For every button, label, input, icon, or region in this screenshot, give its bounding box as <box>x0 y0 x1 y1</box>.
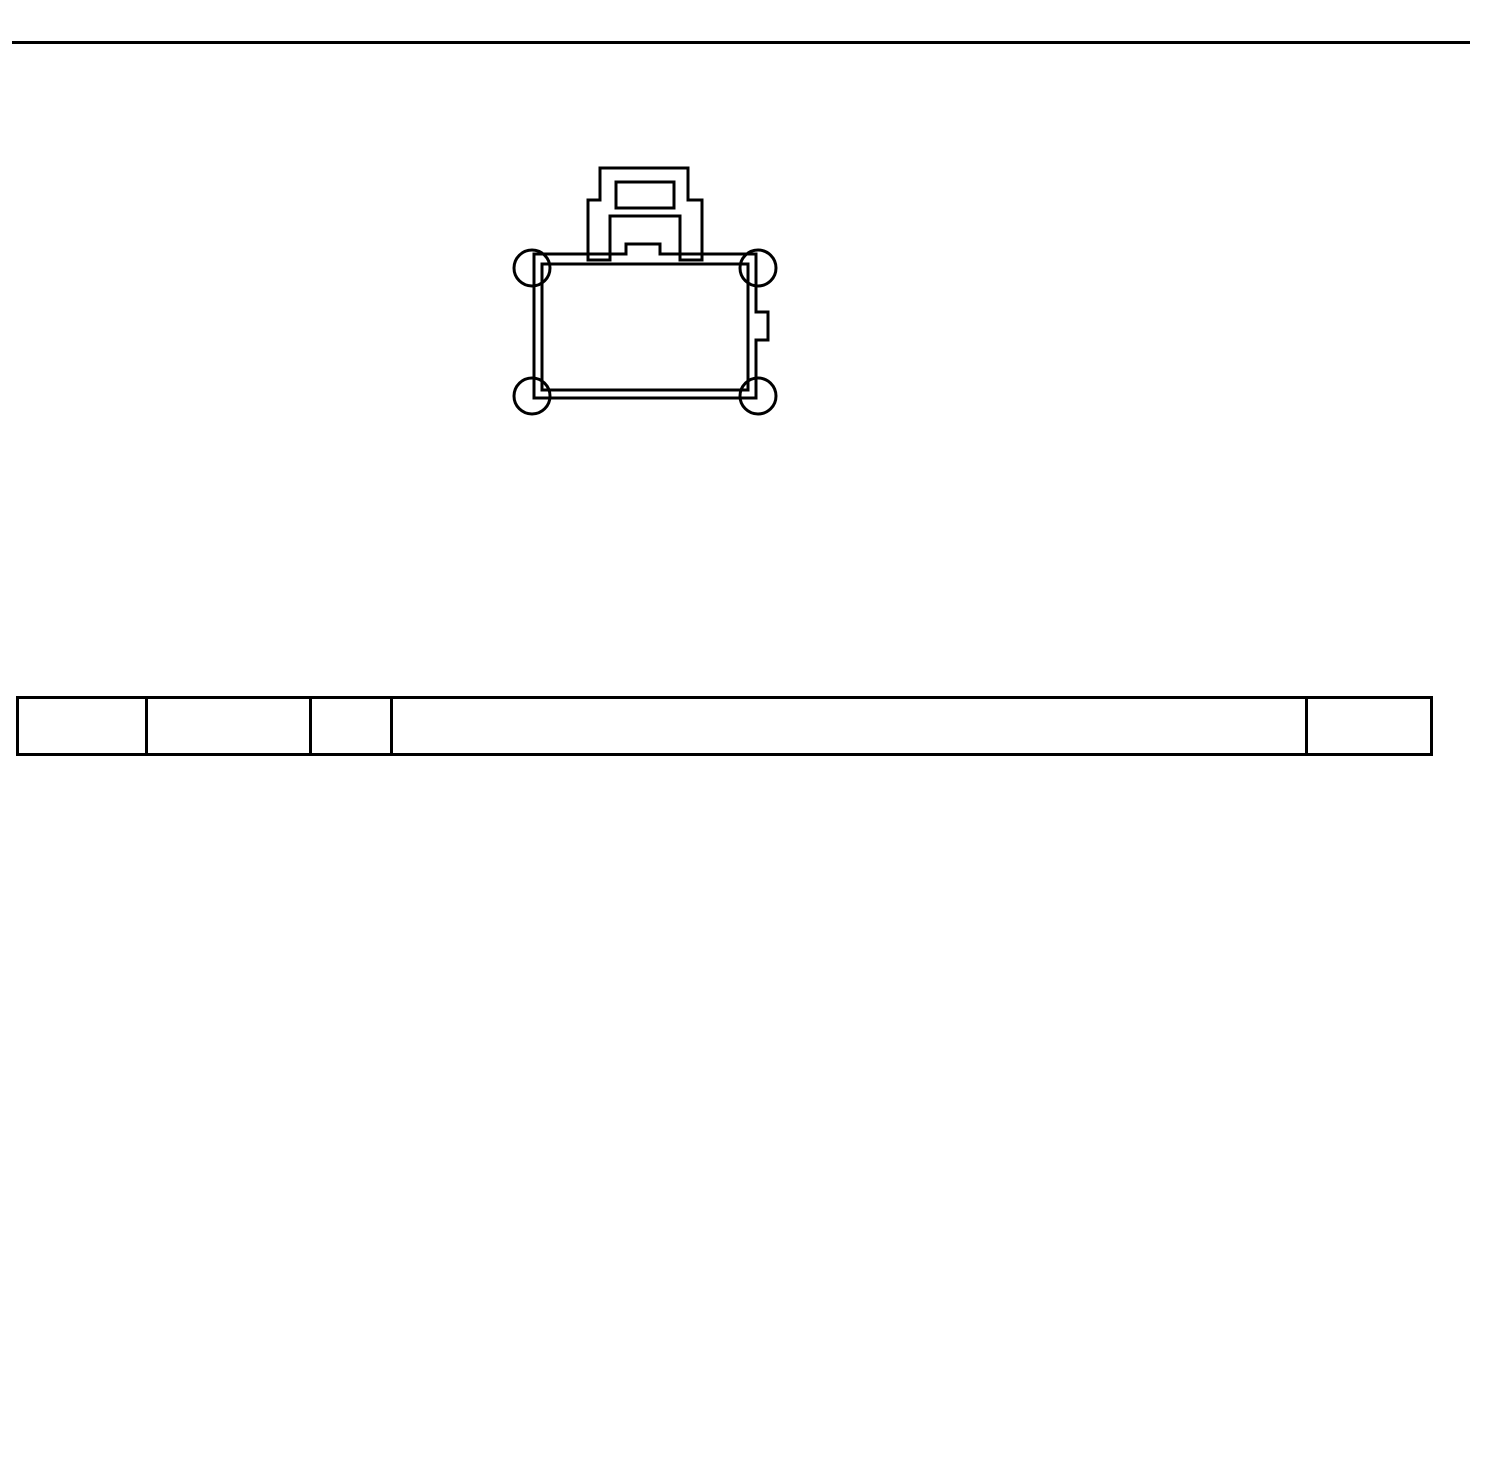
connector-face-drawing <box>508 160 782 432</box>
connector-latch-inner <box>616 182 674 208</box>
header-cavity <box>18 698 147 755</box>
connector-body <box>534 244 768 398</box>
cavity-table <box>16 696 1433 756</box>
connector-body-inner <box>542 264 748 390</box>
header-description <box>392 698 1307 755</box>
mounting-ear-bottom-right <box>740 378 776 414</box>
header-rule <box>12 41 1470 44</box>
mounting-ear-top-right <box>740 250 776 286</box>
header-ckt <box>311 698 392 755</box>
table-header-row <box>18 698 1432 755</box>
header-wire-color <box>147 698 311 755</box>
mounting-ear-bottom-left <box>514 378 550 414</box>
header-page <box>1307 698 1432 755</box>
mounting-ear-top-left <box>514 250 550 286</box>
page-header <box>14 2 32 36</box>
